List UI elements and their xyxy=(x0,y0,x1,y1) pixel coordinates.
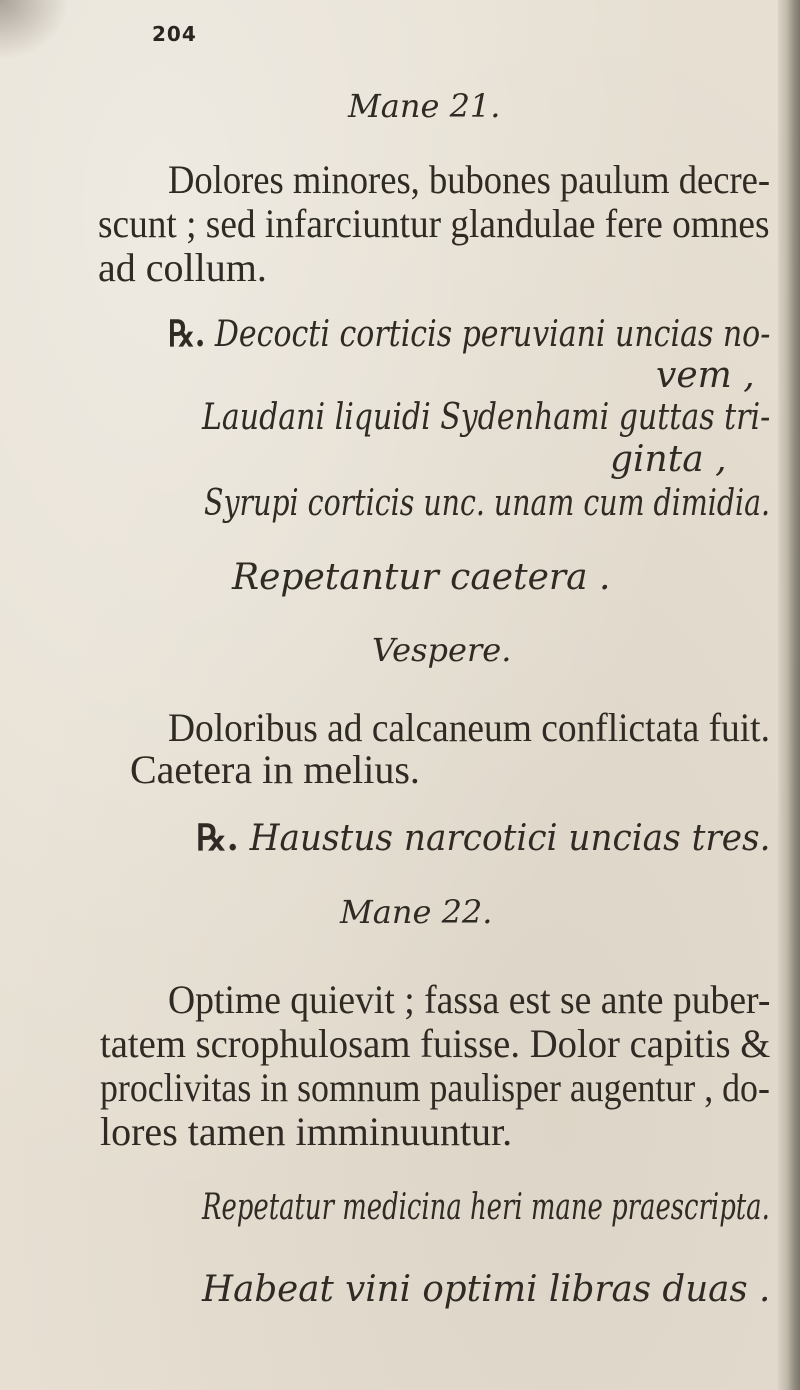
prescription-line: ginta , xyxy=(610,439,727,480)
prescription-line xyxy=(196,817,771,859)
paragraph-line: Caetera in melius. xyxy=(130,747,420,792)
page-number: 204 xyxy=(152,22,197,46)
rx-symbol: ℞. xyxy=(168,313,206,355)
page-corner-shadow xyxy=(0,0,70,60)
paragraph-line: lores tamen imminuuntur. xyxy=(100,1109,513,1154)
section-heading-mane-22: Mane 22. xyxy=(340,893,493,931)
paragraph-line: ad collum. xyxy=(98,245,267,290)
section-heading-vespere: Vespere. xyxy=(372,631,512,669)
prescription-line: Laudani liquidi Sydenhami guttas tri- xyxy=(202,397,771,438)
prescription-text: Haustus narcotici uncias tres. xyxy=(249,818,771,859)
rx-symbol: ℞. xyxy=(196,817,239,859)
prescription-line: vem , xyxy=(656,355,755,396)
repeat-instruction: Repetantur caetera . xyxy=(232,557,611,598)
page-gutter-edge xyxy=(778,0,800,1390)
paragraph-line: proclivitas in somnum paulisper augentur , do- xyxy=(100,1065,770,1110)
paragraph-line: scunt ; sed infarciuntur glandulae fere omnes xyxy=(98,201,770,246)
repeat-instruction: Repetatur medicina heri mane praescripta. xyxy=(202,1187,770,1228)
prescription-line: Syrupi corticis unc. unam cum dimidia. xyxy=(204,483,771,524)
section-heading-mane-21: Mane 21. xyxy=(348,87,501,125)
wine-instruction: Habeat vini optimi libras duas . xyxy=(202,1269,771,1310)
prescription-text: Decocti corticis peruviani uncias no- xyxy=(214,314,771,355)
paragraph-line: tatem scrophulosam fuisse. Dolor capitis & xyxy=(100,1021,771,1066)
paragraph-line: Optime quievit ; fassa est se ante puber- xyxy=(168,977,771,1022)
paragraph-line: Doloribus ad calcaneum conflictata fuit. xyxy=(168,705,770,750)
paragraph-line: Dolores minores, bubones paulum decre- xyxy=(168,157,771,202)
prescription-line xyxy=(168,313,771,355)
